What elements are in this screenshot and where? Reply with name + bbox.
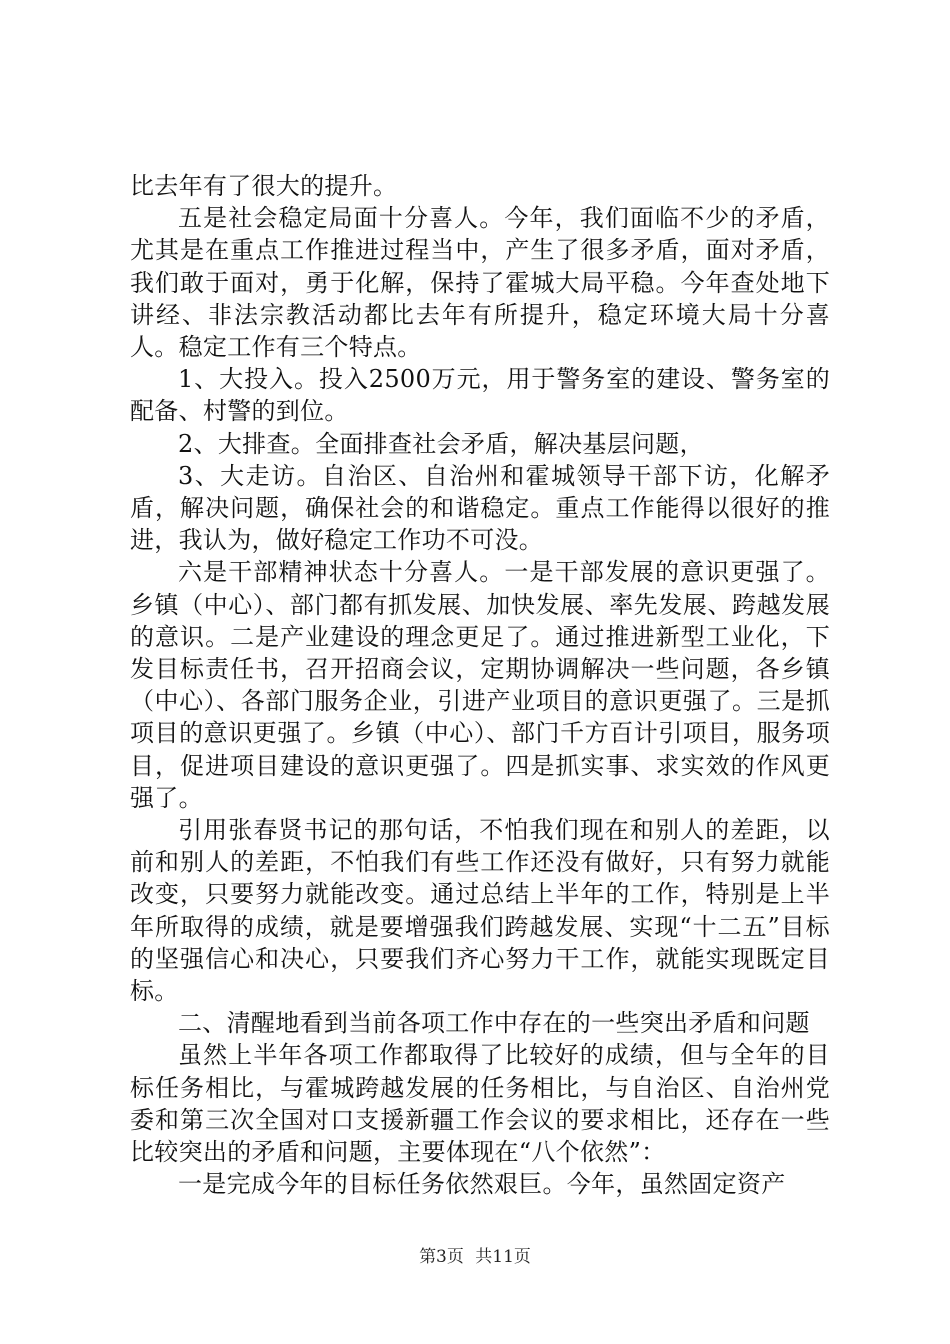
paragraph-item-inspection: 2、大排查。全面排查社会矛盾，解决基层问题， [178, 429, 704, 458]
paragraph-cadre-spirit: 六是干部精神状态十分喜人。一是干部发展的意识更强了。乡镇（中心）、部门都有抓发展、加快发展、率先发展、跨越发展的意识。二是产业建设的理念更足了。通过推进新型工业化，下发目标责任书，召开招商会议，定期协调解决一些问题，各乡镇（中心）、各部门服务企业，引进产业项目的意识更强了。三是抓项目的意识更强了。乡镇（中心）、部门千方百计引项目，服务项目，促进项目建设的意识更强了。四是抓实事、求实效的作风更强了。 [130, 558, 830, 812]
paragraph-problems-intro: 虽然上半年各项工作都取得了比较好的成绩，但与全年的目标任务相比，与霍城跨越发展的任务相比，与自治区、自治州党委和第三次全国对口支援新疆工作会议的要求相比，还存在一些比较突出的矛盾和问题，主要体现在“八个依然”： [130, 1041, 830, 1167]
page-number: 第3页 [419, 1247, 464, 1267]
paragraph-quote: 引用张春贤书记的那句话，不怕我们现在和别人的差距，以前和别人的差距，不怕我们有些工作还没有做好，只有努力就能改变，只要努力就能改变。通过总结上半年的工作，特别是上半年所取得的成绩，就是要增强我们跨越发展、实现“十二五”目标的坚强信心和决心，只要我们齐心努力干工作，就能实现既定目标。 [130, 816, 830, 1006]
document-body [130, 170, 830, 1201]
paragraph-continuation: 比去年有了很大的提升。 [130, 172, 398, 200]
page-total: 共11页 [475, 1247, 531, 1267]
paragraph-item-investment: 1、大投入。投入2500万元，用于警务室的建设、警务室的配备、村警的到位。 [130, 365, 830, 426]
paragraph-social-stability: 五是社会稳定局面十分喜人。今年，我们面临不少的矛盾，尤其是在重点工作推进过程当中，产生了很多矛盾，面对矛盾，我们敢于面对，勇于化解，保持了霍城大局平稳。今年查处地下讲经、非法宗教活动都比去年有所提升，稳定环境大局十分喜人。稳定工作有三个特点。 [130, 204, 830, 362]
paragraph-problem-one: 一是完成今年的目标任务依然艰巨。今年，虽然固定资产 [178, 1170, 786, 1199]
paragraph-item-visits: 3、大走访。自治区、自治州和霍城领导干部下访，化解矛盾，解决问题，确保社会的和谐稳定。重点工作能得以很好的推进，我认为，做好稳定工作功不可没。 [130, 461, 830, 555]
section-heading-problems: 二、清醒地看到当前各项工作中存在的一些突出矛盾和问题 [178, 1009, 810, 1038]
page-footer [0, 1242, 950, 1267]
